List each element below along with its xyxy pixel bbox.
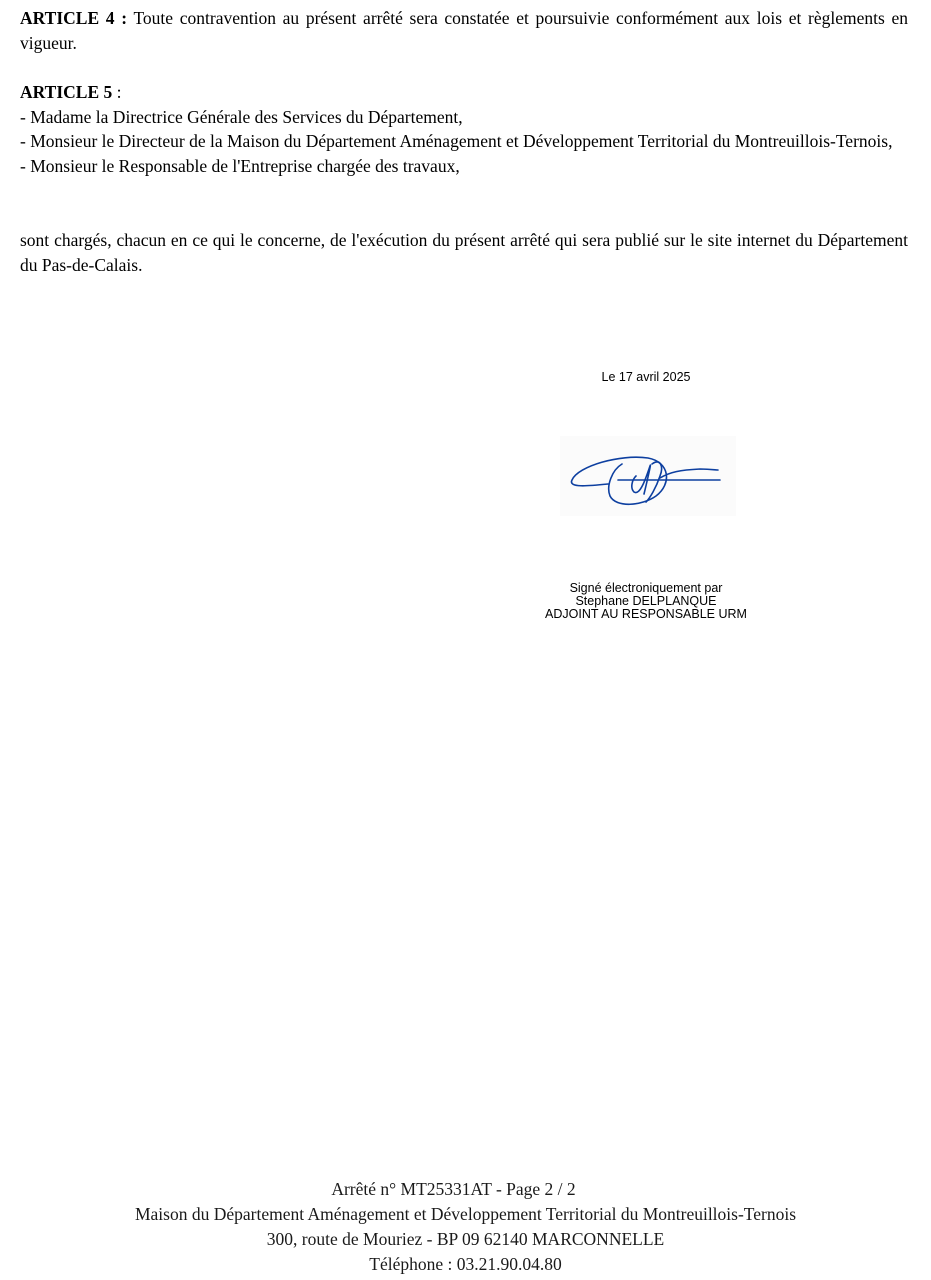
signer-role: ADJOINT AU RESPONSABLE URM	[545, 607, 747, 621]
signed-by-label: Signé électroniquement par	[569, 581, 723, 595]
article-5-colon: :	[112, 82, 122, 102]
article-5-item: - Madame la Directrice Générale des Services du Département,	[20, 106, 463, 127]
article-5-heading	[20, 80, 908, 105]
article-5-label: ARTICLE 5	[20, 82, 113, 102]
article-5-closing: sont chargés, chacun en ce qui le concerne, de l'exécution du présent arrêté qui sera publié sur le site internet du Département du Pas-de-Calais.	[20, 230, 908, 275]
article-4-text: Toute contravention au présent arrêté sera constatée et poursuivie conformément aux lois et règlements en vigueur.	[20, 8, 908, 53]
article-5	[20, 80, 908, 178]
article-4-label: ARTICLE 4 :	[20, 8, 128, 28]
article-4	[20, 6, 908, 55]
footer-address: 300, route de Mouriez - BP 09 62140 MARCONNELLE	[266, 1229, 665, 1249]
signature-date: Le 17 avril 2025	[601, 370, 691, 384]
page-footer	[0, 1177, 931, 1277]
article-5-item: - Monsieur le Responsable de l'Entreprise chargée des travaux,	[20, 155, 460, 176]
footer-page-number: Arrêté n° MT25331AT - Page 2 / 2	[331, 1179, 576, 1199]
signature-image	[560, 436, 736, 516]
handwritten-signature	[560, 436, 736, 516]
signature-caption	[496, 582, 796, 621]
footer-organization: Maison du Département Aménagement et Développement Territorial du Montreuillois-Ternois	[134, 1204, 797, 1224]
signer-name: Stephane DELPLANQUE	[575, 594, 717, 608]
article-5-item: - Monsieur le Directeur de la Maison du Département Aménagement et Développement Territorial du Montreuillois-Ternois,	[20, 131, 893, 151]
footer-phone: Téléphone : 03.21.90.04.80	[369, 1254, 562, 1274]
